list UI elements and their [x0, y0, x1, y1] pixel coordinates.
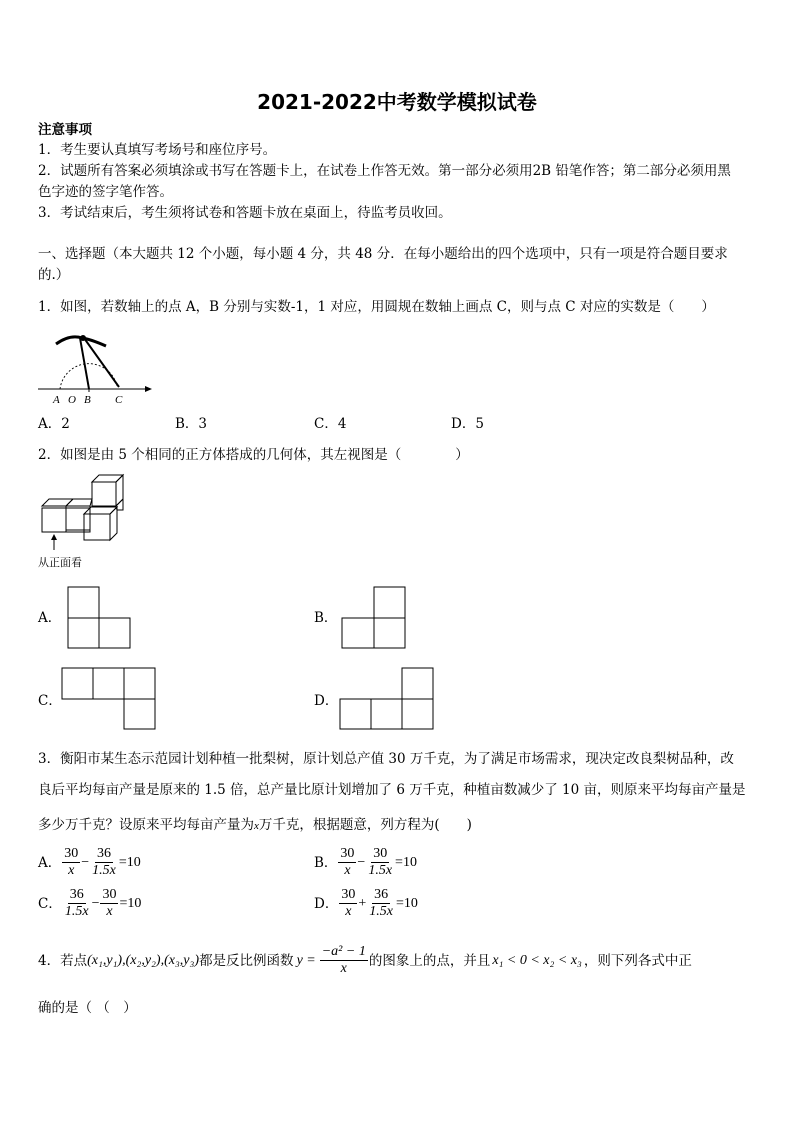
q2-solid-figure — [36, 470, 136, 570]
section-heading: 一、选择题（本大题共 12 个小题，每小题 4 分，共 48 分．在每小题给出的四个选项中，只有一项是符合题目要求 — [38, 246, 728, 262]
q2-option-a-label[interactable]: A． — [38, 610, 62, 626]
q4-stem-line1 — [38, 944, 692, 977]
q2-option-c-label[interactable]: C． — [38, 693, 62, 709]
notice-item: 色字迹的签字笔作答。 — [38, 184, 173, 200]
notice-item: 3．考试结束后，考生须将试卷和答题卡放在桌面上，待监考员收回。 — [38, 205, 452, 221]
section-heading-cont: 的.） — [38, 267, 70, 283]
q4-mid2: 的图象上的点，并且 — [368, 952, 491, 969]
q3-option-a[interactable]: A． $\frac{30}{x}$ − $\frac{36}{1.5x}$ =10 — [38, 846, 141, 878]
q3-variable: x — [254, 820, 259, 832]
label-C: C — [115, 394, 123, 406]
q3-stem-line3-a: 多少万千克？设原来平均每亩产量为 — [38, 817, 254, 833]
q2-option-c-figure[interactable] — [61, 667, 157, 731]
q3-option-c[interactable]: C． $\frac{36}{1.5x}$ − $\frac{30}{x}$ =10 — [38, 887, 142, 919]
q1-option-b[interactable]: B．3 — [175, 416, 208, 432]
label-B: B — [84, 394, 91, 406]
q3-stem-line2: 良后平均每亩产量是原来的 1.5 倍，总产量比原计划增加了 6 万千克，种植亩数减少了 10 亩，则原来平均每亩产量是 — [38, 782, 746, 798]
label-O: O — [68, 394, 76, 406]
q2-stem: 2．如图是由 5 个相同的正方体搭成的几何体，其左视图是（ ） — [38, 447, 469, 463]
view-direction-caption: 从正面看 — [38, 556, 82, 569]
q4-func-num: −a² − 1 — [321, 944, 366, 959]
notice-item: 1．考生要认真填写考场号和座位序号。 — [38, 142, 277, 158]
q4-stem-line2: 确的是（ （ ） — [38, 1000, 137, 1016]
q3-option-d[interactable]: D． $\frac{30}{x}$ + $\frac{36}{1.5x}$ =10 — [314, 887, 418, 919]
q4-condition: x₁ < 0 < x₂ < x₃ — [492, 952, 582, 968]
q1-stem: 1．如图，若数轴上的点 A，B 分别与实数-1，1 对应，用圆规在数轴上画点 C，则与点 C 对应的实数是（ ） — [38, 299, 715, 315]
q3-stem-line3-b: 万千克，根据题意，列方程为( ) — [258, 817, 472, 833]
q2-option-b-label[interactable]: B． — [314, 610, 338, 626]
notice-item: 2．试题所有答案必须填涂或书写在答题卡上，在试卷上作答无效。第一部分必须用2B 铅笔作答；第二部分必须用黑 — [38, 163, 731, 179]
q1-option-a[interactable]: A．2 — [38, 416, 70, 432]
q4-mid: 都是反比例函数 — [199, 952, 294, 969]
q3-stem-line3 — [38, 815, 472, 836]
q4-func-den: x — [340, 961, 347, 976]
q2-option-b-figure[interactable] — [341, 586, 407, 650]
q2-option-d-figure[interactable] — [339, 667, 435, 731]
q4-func-lhs: y = — [296, 952, 316, 968]
q3-stem-line1: 3．衡阳市某生态示范园计划种植一批梨树，原计划总产值 30 万千克，为了满足市场需求，现决定改良梨树品种，改 — [38, 751, 734, 767]
q2-option-d-label[interactable]: D． — [314, 693, 339, 709]
page-title: 2021-2022中考数学模拟试卷 — [257, 90, 537, 114]
q3-option-b[interactable]: B． $\frac{30}{x}$ − $\frac{30}{1.5x}$ =10 — [314, 846, 417, 878]
label-A: A — [53, 394, 60, 406]
q4-tail: ，则下列各式中正 — [583, 952, 692, 969]
q1-number-line-figure — [36, 328, 156, 408]
notice-heading: 注意事项 — [38, 122, 92, 138]
q4-lead: 4．若点 — [38, 952, 88, 969]
q1-option-d[interactable]: D．5 — [451, 416, 484, 432]
q1-option-c[interactable]: C．4 — [314, 416, 347, 432]
q4-points: (x₁,y₁),(x₂,y₂),(x₃,y₃) — [87, 952, 200, 968]
q2-option-a-figure[interactable] — [67, 586, 133, 650]
